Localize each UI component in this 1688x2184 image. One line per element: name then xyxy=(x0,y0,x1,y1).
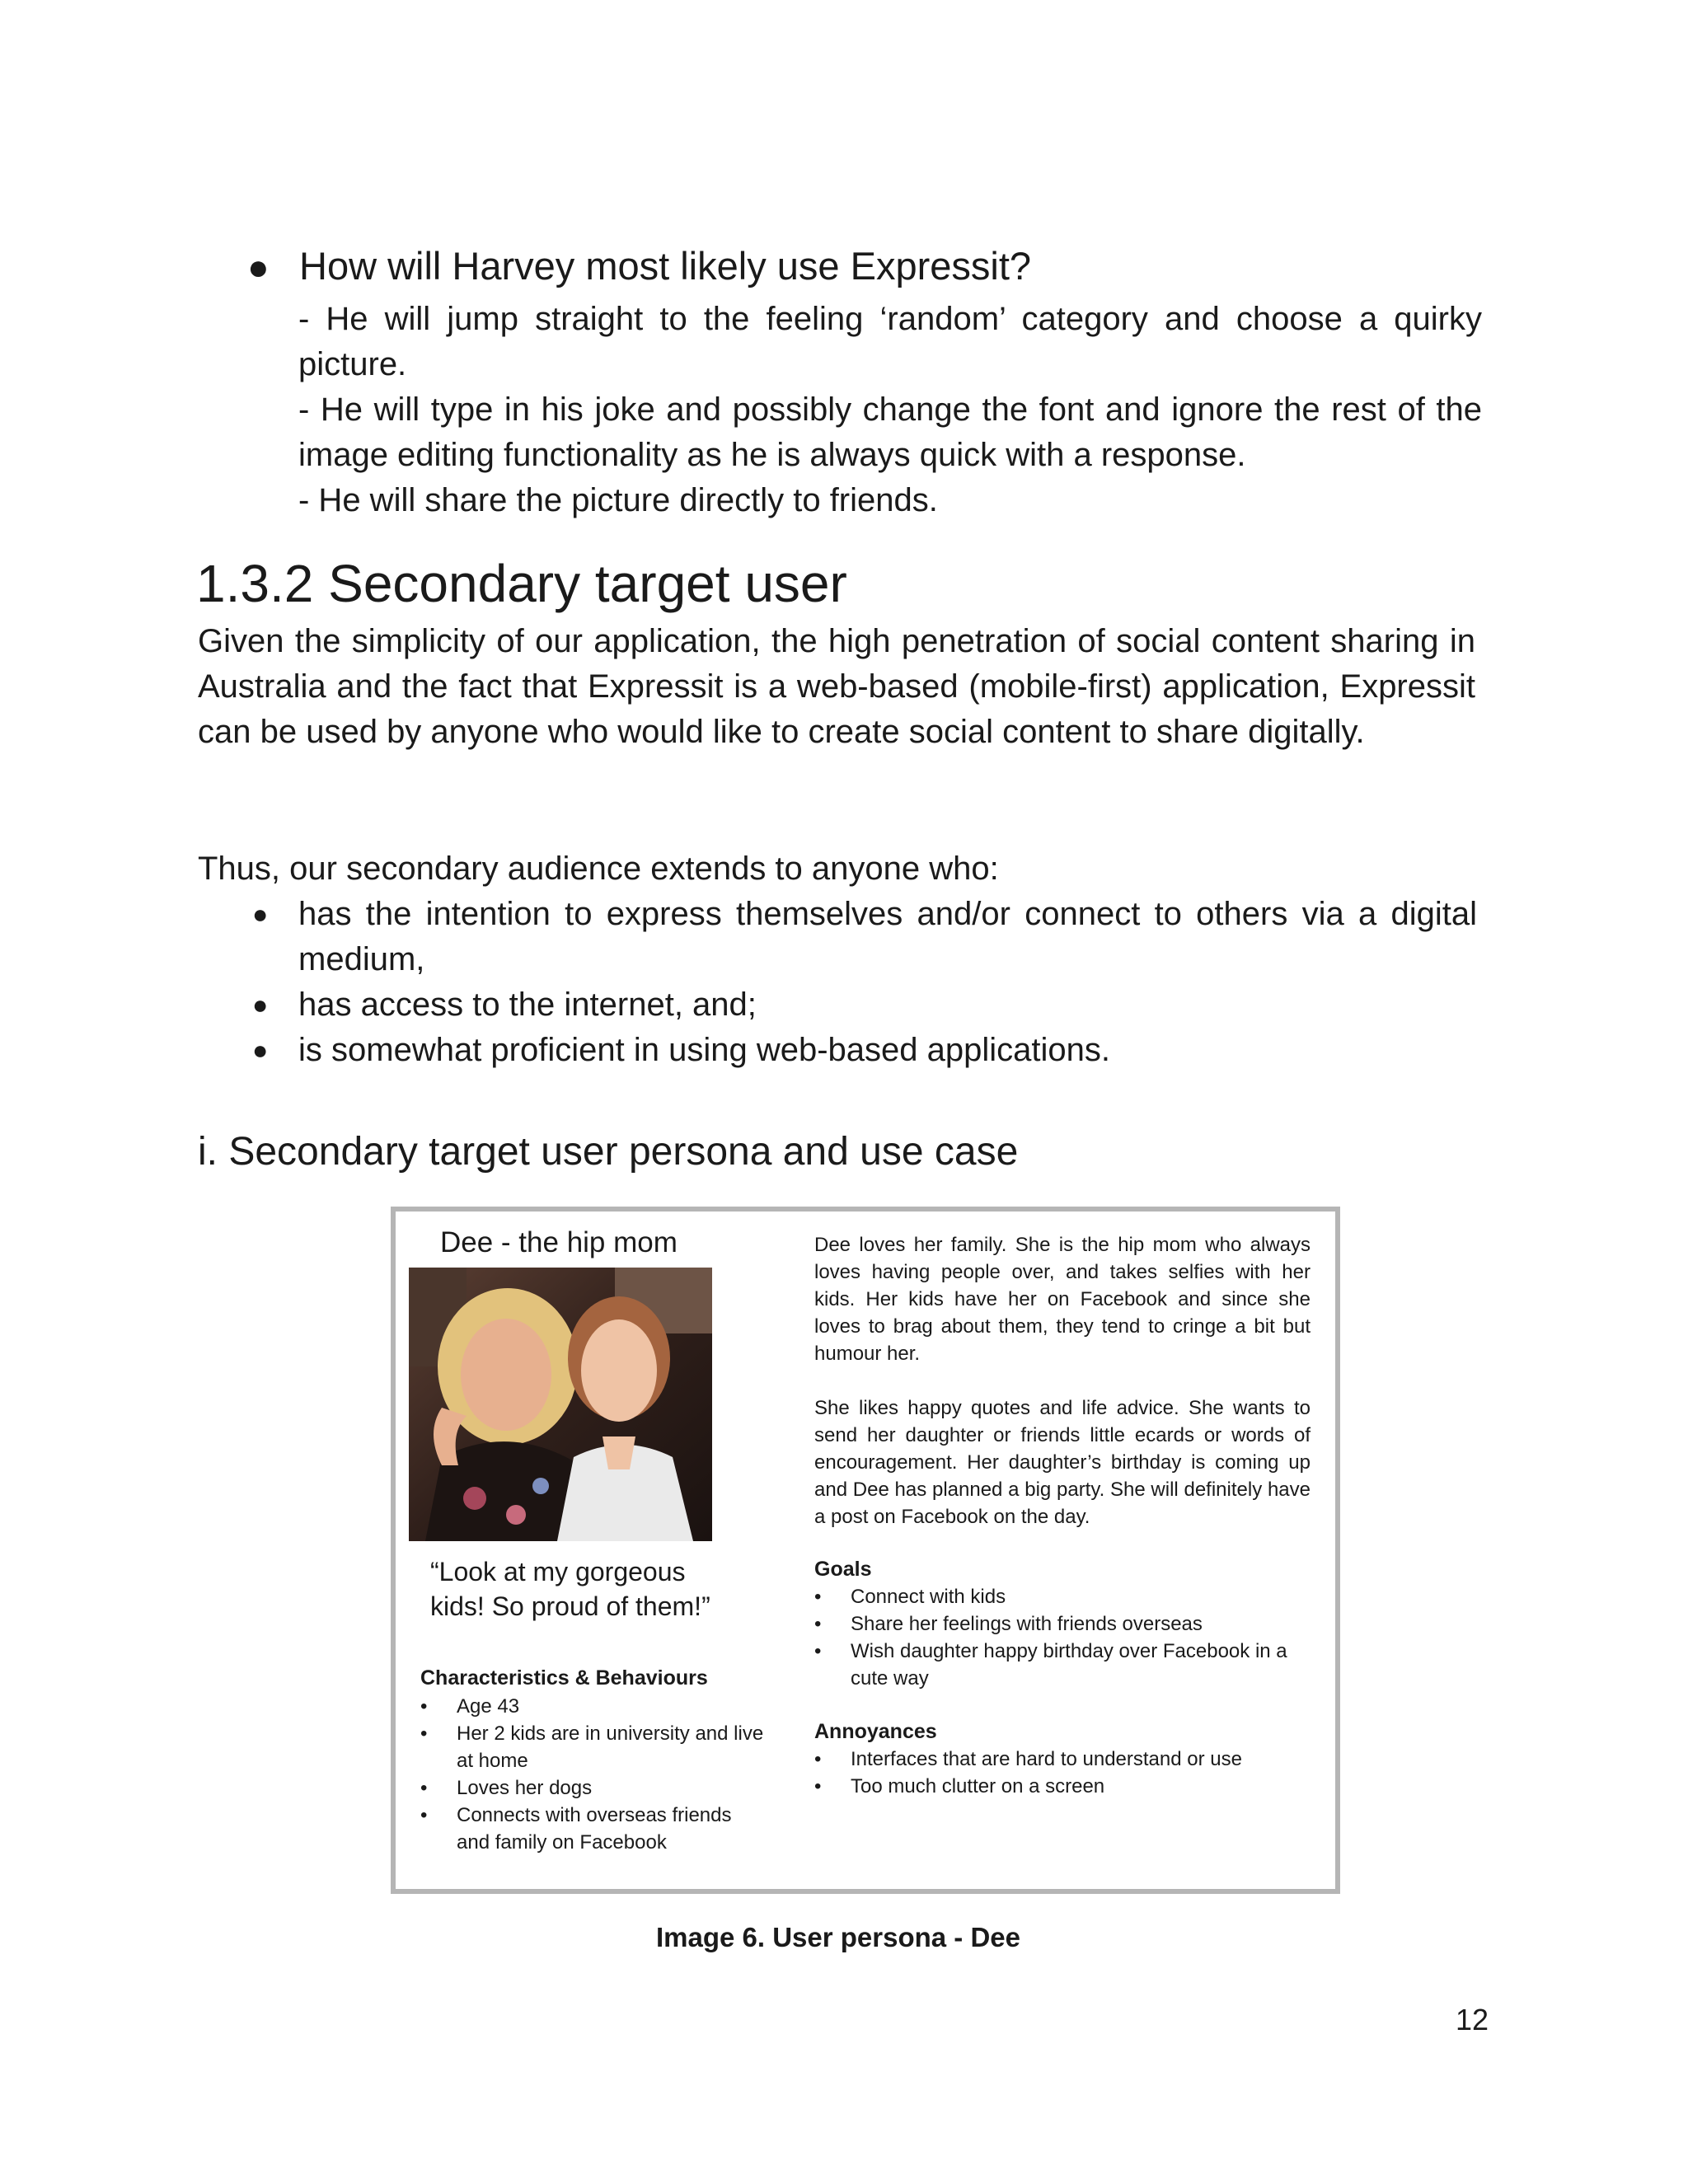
answer-line: - He will share the picture directly to friends. xyxy=(298,482,938,518)
list-item: • Connect with kids xyxy=(814,1583,1317,1610)
persona-description-1: Dee loves her family. She is the hip mom who always loves having people over, and takes selfies with her kids. Her kids have her on Facebook and since she loves to brag about them, they tend to cringe a bit but humour her. xyxy=(814,1234,1311,1365)
list-item: ● has access to the internet, and; xyxy=(298,982,1477,1028)
persona-description-2: She likes happy quotes and life advice. She wants to send her daughter or friends little ecards or words of encouragement. Her daughter’s birthday is coming up and Dee has planned a big party. She will definitely have a post on Facebook on the day. xyxy=(814,1397,1311,1528)
characteristics-list xyxy=(420,1693,767,1856)
bullet-dot: ● xyxy=(247,247,270,288)
bullet-dot: ● xyxy=(252,899,269,929)
question-answers xyxy=(298,297,1482,523)
section-subheading: i. Secondary target user persona and use case xyxy=(198,1130,1019,1174)
bullet-dot: ● xyxy=(252,990,269,1019)
list-item: • Share her feelings with friends overseas xyxy=(814,1610,1317,1638)
section-heading: 1.3.2 Secondary target user xyxy=(196,554,847,613)
list-item: • Too much clutter on a screen xyxy=(814,1773,1317,1800)
section-lead: Thus, our secondary audience extends to anyone who: xyxy=(198,851,999,887)
list-item: • Interfaces that are hard to understand or use xyxy=(814,1746,1317,1773)
section-intro: Given the simplicity of our application, the high penetration of social content sharing in Australia and the fact that Expressit is a web-based (mobile-first) application, Expressit can be used by anyone who would like to create social content to share digitally. xyxy=(198,623,1475,750)
answer-line: - He will jump straight to the feeling ‘random’ category and choose a quirky picture. xyxy=(298,301,1482,382)
annoyances-title: Annoyances xyxy=(814,1720,937,1743)
bullet-dot: ● xyxy=(252,1035,269,1065)
list-item: • Connects with overseas friends and family on Facebook xyxy=(420,1802,767,1856)
answer-line: - He will type in his joke and possibly change the font and ignore the rest of the image editing functionality as he is always quick with a response. xyxy=(298,391,1482,473)
list-item: • Her 2 kids are in university and live at home xyxy=(420,1720,767,1774)
annoyances-list xyxy=(814,1746,1317,1800)
question-title: How will Harvey most likely use Expressit? xyxy=(299,244,1032,288)
goals-list xyxy=(814,1583,1317,1692)
characteristics-title: Characteristics & Behaviours xyxy=(420,1666,708,1690)
persona-name: Dee - the hip mom xyxy=(440,1226,678,1258)
persona-photo xyxy=(409,1268,712,1541)
list-item: ● is somewhat proficient in using web-based applications. xyxy=(298,1028,1477,1073)
image-caption: Image 6. User persona - Dee xyxy=(655,1922,1021,1952)
persona-photo-illustration xyxy=(409,1268,712,1541)
persona-card xyxy=(391,1207,1340,1894)
page-number: 12 xyxy=(1456,2003,1489,2036)
list-item: ● has the intention to express themselves and/or connect to others via a digital medium, xyxy=(298,892,1477,982)
list-item: • Age 43 xyxy=(420,1693,767,1720)
audience-list xyxy=(252,892,1477,1073)
persona-quote: “Look at my gorgeous kids! So proud of them!” xyxy=(430,1557,710,1621)
list-item: • Wish daughter happy birthday over Facebook in a cute way xyxy=(814,1638,1317,1692)
goals-title: Goals xyxy=(814,1558,872,1581)
list-item: • Loves her dogs xyxy=(420,1774,767,1802)
